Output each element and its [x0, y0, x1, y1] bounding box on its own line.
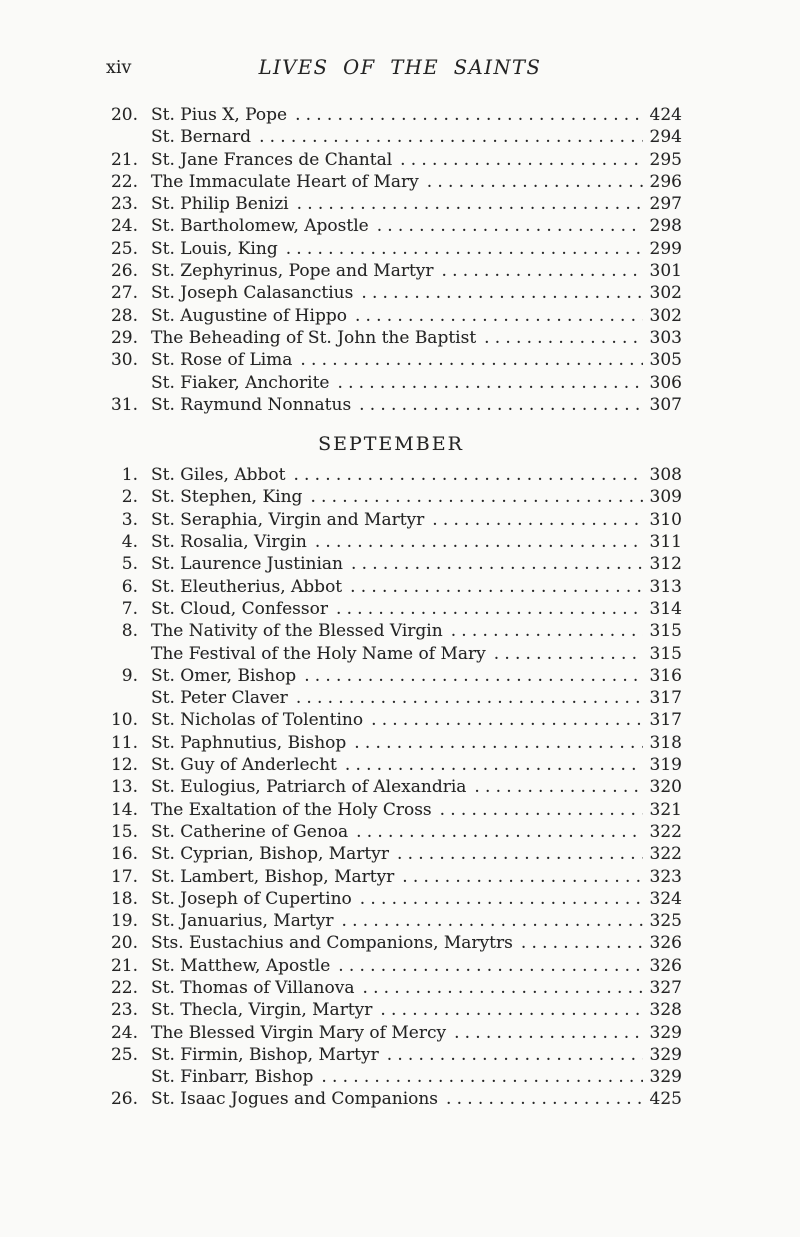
dot-leader — [362, 977, 642, 999]
page-folio: xiv — [106, 58, 132, 78]
dot-leader — [354, 732, 642, 754]
dot-leader — [387, 1044, 643, 1066]
entry-page-number: 309 — [649, 487, 682, 508]
entry-day-number: 22. — [110, 977, 138, 998]
entry-title: St. Stephen, King — [151, 487, 303, 508]
entry-day-number: 19. — [110, 911, 138, 932]
entry-title: St. Matthew, Apostle — [151, 955, 331, 976]
entry-title: St. Firmin, Bishop, Martyr — [151, 1044, 379, 1065]
dot-leader — [351, 553, 643, 575]
entry-title: St. Isaac Jogues and Companions — [151, 1089, 439, 1110]
toc-section — [100, 433, 682, 1111]
dot-leader — [400, 149, 642, 171]
dot-leader — [342, 910, 643, 932]
entry-page-number: 308 — [649, 465, 682, 486]
dot-leader — [494, 643, 643, 665]
entry-page-number: 307 — [649, 394, 682, 415]
entry-page-number: 329 — [649, 1067, 682, 1088]
dot-leader — [293, 464, 642, 486]
dot-leader — [310, 486, 642, 508]
entry-day-number: 20. — [110, 105, 138, 125]
toc-entry-row — [100, 910, 682, 932]
entry-page-number: 302 — [649, 305, 682, 326]
toc-entry-row — [100, 799, 682, 821]
toc-entry-row — [100, 372, 682, 394]
toc-entry-row — [100, 620, 682, 642]
toc-entry-row — [100, 553, 682, 575]
entry-page-number: 299 — [649, 238, 682, 259]
entry-day-number: 29. — [110, 327, 138, 348]
dot-leader — [315, 531, 643, 553]
entry-title: St. Philip Benizi — [151, 194, 289, 215]
entry-title: St. Eleutherius, Abbot — [151, 576, 343, 597]
running-title: LIVES OF THE SAINTS — [258, 56, 542, 79]
dot-leader — [259, 126, 642, 148]
toc-entry-row — [100, 126, 682, 148]
entry-title: St. Thomas of Villanova — [151, 977, 355, 998]
entry-day-number: 12. — [110, 755, 138, 776]
entry-day-number: 8. — [121, 621, 138, 642]
entry-day-number: 2. — [121, 487, 138, 508]
entry-title: St. Louis, King — [151, 238, 278, 259]
toc-entry-row — [100, 932, 682, 954]
entry-day-number: 6. — [121, 576, 138, 597]
entry-day-number: 17. — [110, 866, 138, 887]
dot-leader — [359, 394, 642, 416]
entry-day-number: 26. — [110, 1089, 138, 1110]
entry-day-number: 26. — [110, 261, 138, 282]
entry-page-number: 303 — [649, 327, 682, 348]
dot-leader — [474, 776, 642, 798]
toc-entry-row — [100, 709, 682, 731]
entry-title: The Nativity of the Blessed Virgin — [151, 621, 443, 642]
entry-title: St. Cyprian, Bishop, Martyr — [151, 844, 389, 865]
toc-entry-row — [100, 260, 682, 282]
entry-page-number: 320 — [649, 777, 682, 798]
toc-entry-row — [100, 843, 682, 865]
dot-leader — [397, 843, 643, 865]
dot-leader — [336, 598, 643, 620]
entry-day-number: 11. — [110, 732, 138, 753]
entry-page-number: 310 — [649, 509, 682, 530]
entry-page-number: 295 — [649, 149, 682, 170]
entry-title: The Exaltation of the Holy Cross — [151, 799, 432, 820]
entry-title: St. Januarius, Martyr — [151, 911, 334, 932]
entry-title: St. Joseph of Cupertino — [151, 888, 352, 909]
entry-day-number: 5. — [121, 554, 138, 575]
dot-leader — [432, 509, 642, 531]
entry-day-number: 15. — [110, 821, 138, 842]
entry-day-number: 28. — [110, 305, 138, 326]
toc-entry-row — [100, 1088, 682, 1110]
entry-title: St. Thecla, Virgin, Martyr — [151, 1000, 373, 1021]
entry-page-number: 313 — [649, 576, 682, 597]
dot-leader — [304, 665, 642, 687]
toc-entry-row — [100, 866, 682, 888]
entry-title: St. Peter Claver — [151, 688, 288, 709]
entry-day-number: 16. — [110, 844, 138, 865]
toc-entry-row — [100, 598, 682, 620]
page-header — [0, 57, 800, 81]
entry-title: St. Paphnutius, Bishop — [151, 732, 347, 753]
dot-leader — [355, 305, 643, 327]
entry-page-number: 317 — [649, 688, 682, 709]
entry-page-number: 327 — [649, 977, 682, 998]
toc-entry-row — [100, 171, 682, 193]
dot-leader — [321, 1066, 642, 1088]
toc-entry-row — [100, 732, 682, 754]
entry-title: The Beheading of St. John the Baptist — [151, 327, 477, 348]
entry-day-number: 14. — [110, 799, 138, 820]
dot-leader — [402, 866, 642, 888]
entry-page-number: 305 — [649, 350, 682, 371]
toc-entry-row — [100, 687, 682, 709]
section-rows — [100, 104, 682, 416]
entry-title: St. Bernard — [151, 127, 252, 148]
section-rows — [100, 464, 682, 1111]
entry-title: St. Giles, Abbot — [151, 465, 286, 486]
entry-page-number: 316 — [649, 665, 682, 686]
dot-leader — [337, 372, 642, 394]
dot-leader — [446, 1088, 643, 1110]
toc-entry-row — [100, 149, 682, 171]
toc-entry-row — [100, 1066, 682, 1088]
entry-page-number: 297 — [649, 194, 682, 215]
entry-day-number: 31. — [110, 394, 138, 415]
toc-entry-row — [100, 486, 682, 508]
entry-title: St. Zephyrinus, Pope and Martyr — [151, 261, 434, 282]
dot-leader — [350, 576, 642, 598]
dot-leader — [484, 327, 642, 349]
entry-title: Sts. Eustachius and Companions, Marytrs — [151, 933, 513, 954]
toc-entry-row — [100, 977, 682, 999]
entry-day-number: 30. — [110, 350, 138, 371]
dot-leader — [295, 104, 642, 126]
entry-day-number: 24. — [110, 1022, 138, 1043]
entry-page-number: 314 — [649, 598, 682, 619]
dot-leader — [361, 282, 642, 304]
entry-day-number: 18. — [110, 888, 138, 909]
entry-day-number: 23. — [110, 1000, 138, 1021]
entry-day-number: 7. — [121, 598, 138, 619]
dot-leader — [360, 888, 643, 910]
toc-entry-row — [100, 464, 682, 486]
entry-day-number: 20. — [110, 933, 138, 954]
entry-title: St. Fiaker, Anchorite — [151, 372, 330, 393]
entry-title: St. Pius X, Pope — [151, 105, 288, 125]
dot-leader — [356, 821, 642, 843]
entry-title: St. Eulogius, Patriarch of Alexandria — [151, 777, 467, 798]
dot-leader — [440, 799, 643, 821]
entry-page-number: 425 — [649, 1089, 682, 1110]
entry-title: St. Guy of Anderlecht — [151, 755, 337, 776]
toc-entry-row — [100, 999, 682, 1021]
entry-page-number: 315 — [649, 621, 682, 642]
dot-leader — [377, 215, 643, 237]
entry-page-number: 301 — [649, 261, 682, 282]
entry-day-number: 25. — [110, 238, 138, 259]
entry-page-number: 302 — [649, 283, 682, 304]
entry-day-number: 3. — [121, 509, 138, 530]
entry-title: St. Rosalia, Virgin — [151, 532, 307, 553]
entry-day-number: 1. — [121, 465, 138, 486]
entry-day-number: 4. — [121, 532, 138, 553]
dot-leader — [427, 171, 643, 193]
dot-leader — [297, 193, 643, 215]
entry-title: St. Catherine of Genoa — [151, 821, 349, 842]
entry-page-number: 317 — [649, 710, 682, 731]
month-heading: SEPTEMBER — [318, 433, 464, 456]
toc-entry-row — [100, 754, 682, 776]
entry-title: St. Jane Frances de Chantal — [151, 149, 393, 170]
dot-leader — [338, 955, 642, 977]
entry-title: St. Raymund Nonnatus — [151, 394, 352, 415]
toc-entry-row — [100, 305, 682, 327]
entry-page-number: 328 — [649, 1000, 682, 1021]
entry-title: St. Omer, Bishop — [151, 665, 297, 686]
entry-page-number: 322 — [649, 821, 682, 842]
entry-page-number: 296 — [649, 171, 682, 192]
toc-entry-row — [100, 888, 682, 910]
toc-entry-row — [100, 776, 682, 798]
entry-title: St. Augustine of Hippo — [151, 305, 347, 326]
toc-entry-row — [100, 282, 682, 304]
entry-title: St. Lambert, Bishop, Martyr — [151, 866, 395, 887]
toc-entry-row — [100, 665, 682, 687]
entry-title: St. Bartholomew, Apostle — [151, 216, 369, 237]
entry-day-number: 13. — [110, 777, 138, 798]
entry-day-number: 21. — [110, 149, 138, 170]
toc-entry-row — [100, 643, 682, 665]
entry-page-number: 298 — [649, 216, 682, 237]
toc-entry-row — [100, 576, 682, 598]
entry-page-number: 323 — [649, 866, 682, 887]
toc-entry-row — [100, 327, 682, 349]
entry-page-number: 326 — [649, 933, 682, 954]
entry-page-number: 311 — [649, 532, 682, 553]
dot-leader — [300, 349, 642, 371]
toc-entry-row — [100, 531, 682, 553]
entry-day-number: 25. — [110, 1044, 138, 1065]
entry-title: The Festival of the Holy Name of Mary — [151, 643, 486, 664]
toc-entry-row — [100, 1022, 682, 1044]
toc-entry-row — [100, 509, 682, 531]
entry-title: St. Joseph Calasanctius — [151, 283, 354, 304]
entry-title: St. Cloud, Confessor — [151, 598, 328, 619]
dot-leader — [371, 709, 642, 731]
dot-leader — [442, 260, 643, 282]
entry-day-number: 22. — [110, 171, 138, 192]
entry-page-number: 312 — [649, 554, 682, 575]
entry-day-number: 10. — [110, 710, 138, 731]
entry-title: St. Nicholas of Tolentino — [151, 710, 364, 731]
toc-entry-row — [100, 821, 682, 843]
entry-page-number: 329 — [649, 1044, 682, 1065]
dot-leader — [521, 932, 643, 954]
entry-title: St. Rose of Lima — [151, 350, 293, 371]
entry-page-number: 424 — [649, 105, 682, 125]
toc-entry-row — [100, 394, 682, 416]
toc-section — [100, 104, 682, 416]
toc-entry-row — [100, 104, 682, 126]
dot-leader — [296, 687, 643, 709]
entry-title: St. Seraphia, Virgin and Martyr — [151, 509, 425, 530]
toc-entry-row — [100, 193, 682, 215]
toc-entry-row — [100, 238, 682, 260]
entry-page-number: 318 — [649, 732, 682, 753]
entry-day-number: 23. — [110, 194, 138, 215]
entry-day-number: 24. — [110, 216, 138, 237]
entry-page-number: 326 — [649, 955, 682, 976]
entry-page-number: 324 — [649, 888, 682, 909]
toc-entry-row — [100, 215, 682, 237]
entry-day-number: 21. — [110, 955, 138, 976]
entry-page-number: 322 — [649, 844, 682, 865]
toc-entry-row — [100, 349, 682, 371]
entry-title: St. Laurence Justinian — [151, 554, 344, 575]
entry-title: The Immaculate Heart of Mary — [151, 171, 419, 192]
toc-entry-row — [100, 1044, 682, 1066]
toc-entry-row — [100, 955, 682, 977]
dot-leader — [451, 620, 643, 642]
entry-page-number: 325 — [649, 911, 682, 932]
entry-page-number: 329 — [649, 1022, 682, 1043]
dot-leader — [345, 754, 643, 776]
entry-page-number: 294 — [649, 127, 682, 148]
entry-page-number: 306 — [649, 372, 682, 393]
dot-leader — [454, 1022, 642, 1044]
entry-page-number: 321 — [649, 799, 682, 820]
entry-day-number: 9. — [121, 665, 138, 686]
dot-leader — [286, 238, 643, 260]
entry-title: The Blessed Virgin Mary of Mercy — [151, 1022, 447, 1043]
entry-day-number: 27. — [110, 283, 138, 304]
entry-page-number: 319 — [649, 755, 682, 776]
toc-sections — [100, 104, 682, 1111]
dot-leader — [380, 999, 642, 1021]
entry-page-number: 315 — [649, 643, 682, 664]
entry-title: St. Finbarr, Bishop — [151, 1067, 314, 1088]
